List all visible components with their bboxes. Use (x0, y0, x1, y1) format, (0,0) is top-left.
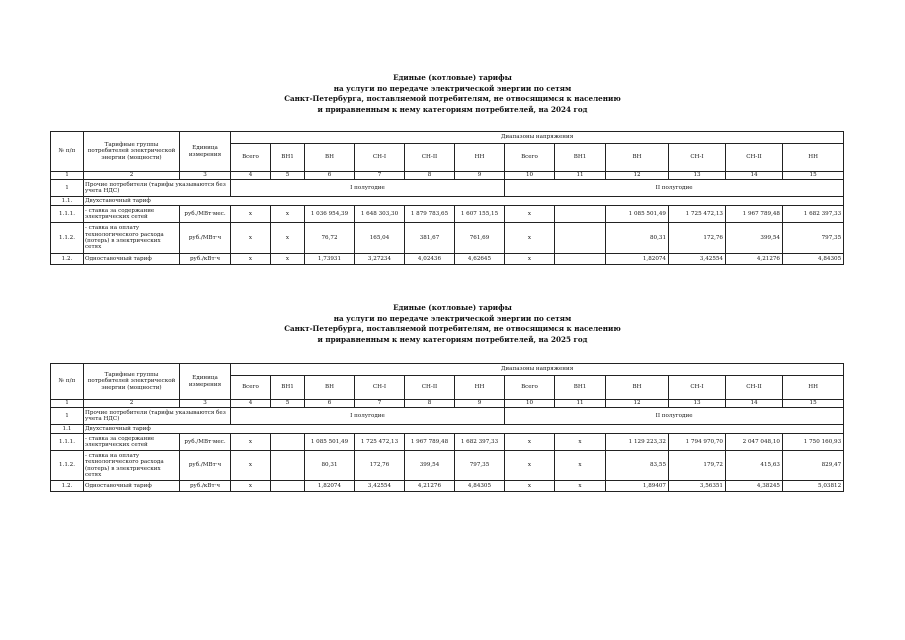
row-num: 1 (51, 408, 84, 425)
index-row (51, 400, 844, 408)
header-unit: Единица измерения (180, 364, 231, 400)
half-year-2: II полугодие (505, 180, 844, 197)
value-cell: 1,73931 (305, 254, 355, 265)
index-cell: 3 (180, 172, 231, 180)
index-cell: 12 (606, 400, 669, 408)
row-num: 1.1. (51, 197, 84, 206)
header-col: ВН1 (271, 144, 305, 172)
value-cell: 4,02436 (405, 254, 455, 265)
value-cell: 1 725 472,13 (355, 434, 405, 451)
header-col: СН-II (726, 144, 783, 172)
heading-line: и приравненным к нему категориям потребителей, на 2025 год (317, 334, 588, 344)
row-unit: руб./кВт·ч (180, 481, 231, 492)
header-col: Всего (231, 376, 271, 400)
header-voltage: Диапазоны напряжения (231, 132, 844, 144)
index-cell: 4 (231, 172, 271, 180)
row-label: Двухставочный тариф (84, 197, 844, 206)
row-num: 1.1.2. (51, 451, 84, 481)
row-two-rate (51, 197, 844, 206)
index-cell: 14 (726, 400, 783, 408)
value-cell: 1,82074 (305, 481, 355, 492)
row-loss-rate (51, 451, 844, 481)
row-label: - ставка на оплату технологического расхода (потерь) в электрических сетях (84, 451, 180, 481)
value-cell: 1 725 472,13 (669, 206, 726, 223)
value-cell: х (505, 481, 555, 492)
header-unit: Единица измерения (180, 132, 231, 172)
value-cell: 1 682 397,33 (455, 434, 505, 451)
row-label: - ставка за содержание электрических сетей (84, 206, 180, 223)
header-col: СН-I (669, 376, 726, 400)
value-cell: х (505, 254, 555, 265)
value-cell (555, 254, 606, 265)
row-unit: руб./кВт·ч (180, 254, 231, 265)
value-cell: 2 047 048,10 (726, 434, 783, 451)
header-row (51, 132, 844, 144)
value-cell: 172,76 (355, 451, 405, 481)
value-cell: х (231, 451, 271, 481)
row-label: Одноставочный тариф (84, 254, 180, 265)
header-col: НН (783, 376, 844, 400)
row-num: 1 (51, 180, 84, 197)
tariff-table-2025 (50, 363, 844, 492)
index-cell: 8 (405, 172, 455, 180)
index-cell: 3 (180, 400, 231, 408)
row-unit: руб./МВт·мес. (180, 434, 231, 451)
index-cell: 6 (305, 400, 355, 408)
index-cell: 1 (51, 400, 84, 408)
value-cell: х (555, 481, 606, 492)
header-col: ВН (606, 376, 669, 400)
row-label: Двухставочный тариф (84, 425, 844, 434)
header-col: СН-II (726, 376, 783, 400)
index-cell: 8 (405, 400, 455, 408)
header-col: ВН1 (555, 144, 606, 172)
heading-line: Санкт-Петербурга, поставляемой потребителям, не относящимся к населению (284, 94, 621, 103)
index-cell: 13 (669, 400, 726, 408)
value-cell: х (271, 206, 305, 223)
value-cell: 76,72 (305, 223, 355, 254)
header-col: НН (455, 376, 505, 400)
header-col: СН-I (355, 144, 405, 172)
heading-line: на услуги по передаче электрической энергии по сетям (333, 83, 572, 93)
header-col: ВН (606, 144, 669, 172)
header-col: ВН1 (555, 376, 606, 400)
index-row (51, 172, 844, 180)
index-cell: 15 (783, 172, 844, 180)
value-cell: х (505, 451, 555, 481)
value-cell: 1 794 970,70 (669, 434, 726, 451)
index-cell: 10 (505, 400, 555, 408)
value-cell (271, 481, 305, 492)
row-num: 1.2. (51, 254, 84, 265)
value-cell: 1 750 160,93 (783, 434, 844, 451)
value-cell: 3,42554 (355, 481, 405, 492)
heading-line: и приравненным к нему категориям потребителей, на 2024 год (317, 104, 588, 114)
header-num: № п/п (51, 132, 84, 172)
row-single-rate (51, 254, 844, 265)
value-cell: 179,72 (669, 451, 726, 481)
index-cell: 11 (555, 172, 606, 180)
header-col: СН-II (405, 376, 455, 400)
index-cell: 2 (84, 172, 180, 180)
value-cell: 5,03812 (783, 481, 844, 492)
value-cell: 829,47 (783, 451, 844, 481)
value-cell: 1 967 789,48 (726, 206, 783, 223)
index-cell: 13 (669, 172, 726, 180)
index-cell: 5 (271, 172, 305, 180)
value-cell: 80,31 (305, 451, 355, 481)
heading-line: Единые (котловые) тарифы (393, 303, 512, 312)
value-cell: 1 085 501,49 (305, 434, 355, 451)
value-cell: 1 036 954,39 (305, 206, 355, 223)
value-cell: 172,76 (669, 223, 726, 254)
heading-2024 (0, 73, 905, 115)
value-cell: 761,69 (455, 223, 505, 254)
value-cell: 1 967 789,48 (405, 434, 455, 451)
value-cell: х (555, 434, 606, 451)
row-unit: руб./МВт·мес. (180, 206, 231, 223)
row-network-rate (51, 434, 844, 451)
index-cell: 1 (51, 172, 84, 180)
header-num: № п/п (51, 364, 84, 400)
header-col: ВН1 (271, 376, 305, 400)
value-cell: 3,27234 (355, 254, 405, 265)
value-cell: 399,54 (405, 451, 455, 481)
header-col: Всего (231, 144, 271, 172)
value-cell: х (231, 481, 271, 492)
value-cell: 1,89407 (606, 481, 669, 492)
value-cell: 4,21276 (726, 254, 783, 265)
value-cell: х (231, 434, 271, 451)
index-cell: 15 (783, 400, 844, 408)
value-cell: 3,42554 (669, 254, 726, 265)
header-row (51, 364, 844, 376)
row-unit: руб./МВт·ч (180, 451, 231, 481)
value-cell: 3,56351 (669, 481, 726, 492)
value-cell: 797,35 (455, 451, 505, 481)
row-network-rate (51, 206, 844, 223)
value-cell: 1 879 783,65 (405, 206, 455, 223)
value-cell: 4,21276 (405, 481, 455, 492)
value-cell: 165,04 (355, 223, 405, 254)
value-cell: х (271, 254, 305, 265)
header-col: НН (783, 144, 844, 172)
value-cell: 4,62645 (455, 254, 505, 265)
row-num: 1.1.2. (51, 223, 84, 254)
value-cell: х (505, 434, 555, 451)
header-col: ВН (305, 376, 355, 400)
value-cell: 4,38245 (726, 481, 783, 492)
row-label: - ставка за содержание электрических сетей (84, 434, 180, 451)
value-cell: 1 682 397,33 (783, 206, 844, 223)
index-cell: 14 (726, 172, 783, 180)
header-groups: Тарифные группы потребителей электрической энергии (мощности) (84, 132, 180, 172)
row-other-consumers (51, 408, 844, 425)
row-label: Прочие потребители (тарифы указываются без учета НДС) (84, 408, 231, 425)
index-cell: 7 (355, 400, 405, 408)
half-year-1: I полугодие (231, 408, 505, 425)
header-col: СН-II (405, 144, 455, 172)
index-cell: 9 (455, 172, 505, 180)
value-cell (271, 434, 305, 451)
heading-line: на услуги по передаче электрической энергии по сетям (333, 313, 572, 323)
value-cell: х (505, 206, 555, 223)
index-cell: 9 (455, 400, 505, 408)
value-cell: 1 648 303,30 (355, 206, 405, 223)
value-cell: х (231, 223, 271, 254)
value-cell (271, 451, 305, 481)
row-other-consumers (51, 180, 844, 197)
heading-2025 (0, 303, 905, 345)
value-cell: 1,82074 (606, 254, 669, 265)
header-col: СН-I (355, 376, 405, 400)
heading-line: Санкт-Петербурга, поставляемой потребителям, не относящимся к населению (284, 324, 621, 333)
row-num: 1.1 (51, 425, 84, 434)
tariff-table-2024 (50, 131, 844, 265)
index-cell: 6 (305, 172, 355, 180)
header-groups: Тарифные группы потребителей электрической энергии (мощности) (84, 364, 180, 400)
header-col: ВН (305, 144, 355, 172)
heading-line: Единые (котловые) тарифы (393, 73, 512, 82)
row-num: 1.1.1. (51, 434, 84, 451)
row-num: 1.1.1. (51, 206, 84, 223)
header-col: Всего (505, 144, 555, 172)
index-cell: 10 (505, 172, 555, 180)
value-cell (555, 223, 606, 254)
value-cell: х (231, 206, 271, 223)
row-label: - ставка на оплату технологического расхода (потерь) в электрических сетях (84, 223, 180, 254)
value-cell: 4,84305 (783, 254, 844, 265)
half-year-1: I полугодие (231, 180, 505, 197)
header-col: СН-I (669, 144, 726, 172)
row-num: 1.2. (51, 481, 84, 492)
value-cell: 1 607 155,15 (455, 206, 505, 223)
row-label: Одноставочный тариф (84, 481, 180, 492)
value-cell: 399,54 (726, 223, 783, 254)
index-cell: 12 (606, 172, 669, 180)
value-cell: 80,31 (606, 223, 669, 254)
row-two-rate (51, 425, 844, 434)
value-cell: 1 129 223,32 (606, 434, 669, 451)
value-cell: 83,55 (606, 451, 669, 481)
header-col: НН (455, 144, 505, 172)
value-cell (555, 206, 606, 223)
value-cell: 415,63 (726, 451, 783, 481)
row-label: Прочие потребители (тарифы указываются без учета НДС) (84, 180, 231, 197)
header-col: Всего (505, 376, 555, 400)
index-cell: 5 (271, 400, 305, 408)
value-cell: х (505, 223, 555, 254)
value-cell: 797,35 (783, 223, 844, 254)
value-cell: 1 085 501,49 (606, 206, 669, 223)
row-single-rate (51, 481, 844, 492)
row-loss-rate (51, 223, 844, 254)
value-cell: х (555, 451, 606, 481)
value-cell: х (271, 223, 305, 254)
index-cell: 2 (84, 400, 180, 408)
half-year-2: II полугодие (505, 408, 844, 425)
value-cell: 4,84305 (455, 481, 505, 492)
value-cell: х (231, 254, 271, 265)
value-cell: 381,67 (405, 223, 455, 254)
index-cell: 4 (231, 400, 271, 408)
row-unit: руб./МВт·ч (180, 223, 231, 254)
header-voltage: Диапазоны напряжения (231, 364, 844, 376)
index-cell: 11 (555, 400, 606, 408)
index-cell: 7 (355, 172, 405, 180)
